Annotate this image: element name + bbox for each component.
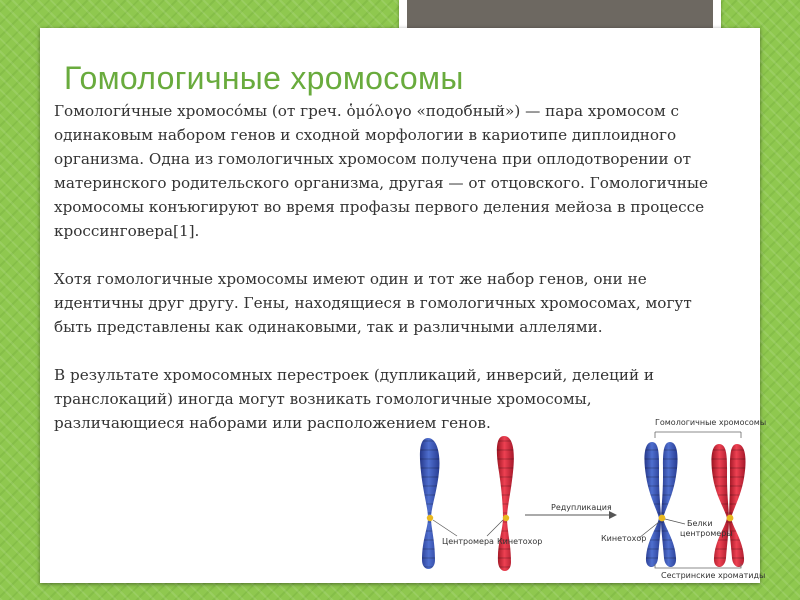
homologous-label: Гомологичные хромосомы [655,418,767,427]
proteins-label-line2: центромеры [680,529,733,538]
paragraph-alleles: Хотя гомологичные хромосомы имеют один и тот же набор генов, они не идентичны друг другу. Гены, находящиеся в гомологичных хромосомах, могут быть представлены как одинаковыми, так и различными аллелями. [54,270,692,336]
kinetochore-dot [727,515,734,522]
kinetochore-pointer-left [487,520,503,536]
kinetochore-dot [659,515,666,522]
paragraph-definition: Гомологи́чные хромосо́мы (от греч. ὁμόλογο «подобный») — пара хромосом с одинаковым набором генов и сходной морфологии в кариотипе диплоидного организма. Одна из гомологичных хромосом получена при оплодотворении от материнского родительского организма, другая — от отцовского. Гомологичные хромосомы конъюгируют во время профазы первого деления мейоза в процессе кроссинговера[1]. [54,102,708,240]
slide-body [54,99,726,459]
homologous-bracket [655,432,741,438]
centromere-label: Центромера [442,537,494,546]
maternal-chromosome [420,438,440,569]
slide-card [40,28,767,583]
paternal-chromosome [497,436,514,571]
sister-chromatids-label: Сестринские хроматиды [661,571,766,580]
kinetochore-label-right: Кинетохор [601,534,647,543]
kinetochore-label-left: Кинетохор [497,537,543,546]
reduplication-label: Редупликация [551,503,612,512]
paternal-duplicated-chromosome [711,444,745,567]
slide-title: Гомологичные хромосомы [64,60,464,96]
paragraph-rearrangements: В результате хромосомных перестроек (дупликаций, инверсий, делеций и транслокаций) иногда могут возникать гомологичные хромосомы, различающиеся наборами или расположением генов. [54,366,655,432]
kinetochore-dot [503,515,509,521]
proteins-pointer [665,519,685,524]
proteins-label-line1: Белки [687,519,713,528]
maternal-duplicated-chromosome [644,442,677,567]
arrow-head [609,511,617,519]
chromosome-diagram [369,410,767,580]
centromere-pointer [433,520,457,536]
kinetochore-dot [427,515,433,521]
